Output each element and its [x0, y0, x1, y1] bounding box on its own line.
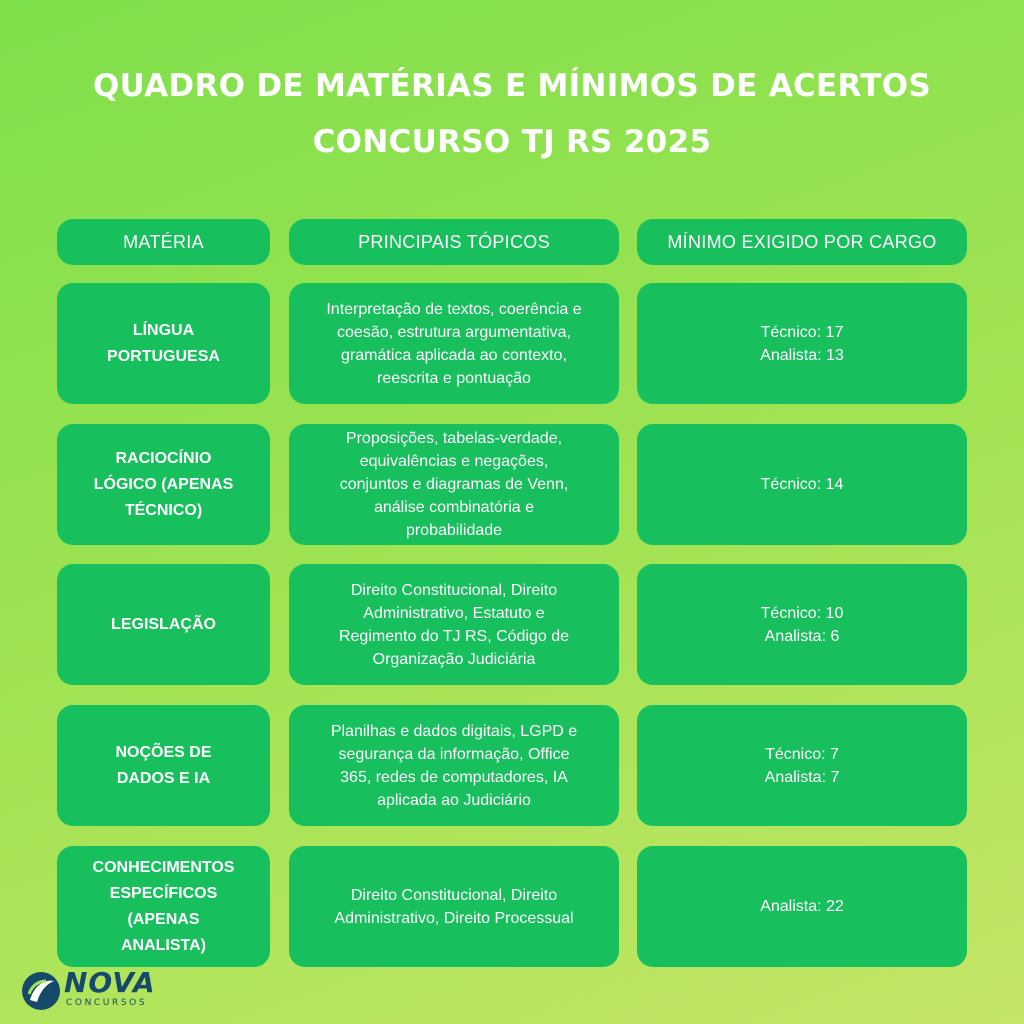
row-2-subject-cell [57, 424, 270, 545]
row-1-topics-cell [289, 283, 619, 404]
subject-line: DADOS E IA [116, 769, 211, 787]
header-topics: PRINCIPAIS TÓPICOS [289, 219, 619, 265]
minimum-line: Analista: 6 [764, 627, 840, 645]
subject-line: ANALISTA) [120, 936, 207, 954]
row-3-subject-cell [57, 564, 270, 685]
brand-logo [20, 968, 170, 1014]
topics-line: análise combinatória e [373, 499, 535, 516]
header-minimum: MÍNIMO EXIGIDO POR CARGO [637, 219, 967, 265]
row-3-topics-cell [289, 564, 619, 685]
minimum-line: Técnico: 14 [760, 476, 844, 493]
topics-line: 365, redes de computadores, IA [340, 768, 568, 786]
subject-line: CONHECIMENTOS [92, 858, 235, 876]
subject-line: LÍNGUA [132, 321, 195, 339]
row-1-minimum-cell [637, 283, 967, 404]
subject-line: ESPECÍFICOS [109, 884, 218, 902]
logo-name: NOVA [64, 966, 156, 999]
subject-line: PORTUGUESA [107, 347, 220, 365]
header-subject: MATÉRIA [57, 219, 270, 265]
subject-line: NOÇÕES DE [115, 743, 212, 761]
title-line-2: CONCURSO TJ RS 2025 [312, 124, 712, 160]
topics-line: conjuntos e diagramas de Venn, [339, 476, 569, 493]
topics-line: equivalências e negações, [359, 453, 549, 470]
row-1-subject-cell [57, 283, 270, 404]
topics-line: Organização Judiciária [372, 650, 536, 668]
row-5-minimum-cell [637, 846, 967, 967]
topics-line: Administrativo, Estatuto e [363, 604, 545, 622]
subject-line: TÉCNICO) [124, 501, 203, 519]
topics-line: aplicada ao Judiciário [377, 791, 531, 809]
topics-line: coesão, estrutura argumentativa, [337, 323, 571, 341]
minimum-line: Técnico: 7 [765, 745, 839, 763]
page-title [0, 58, 1024, 170]
minimum-line: Técnico: 10 [760, 604, 844, 622]
minimum-line: Técnico: 17 [760, 323, 844, 341]
row-5-subject-cell [57, 846, 270, 967]
row-4-subject-cell [57, 705, 270, 826]
minimum-line: Analista: 13 [760, 346, 844, 364]
topics-line: Interpretação de textos, coerência e [326, 300, 582, 318]
row-5-topics-cell [289, 846, 619, 967]
subject-line: (APENAS [127, 910, 200, 928]
topics-line: reescrita e pontuação [377, 369, 531, 387]
title-line-1: QUADRO DE MATÉRIAS E MÍNIMOS DE ACERTOS [92, 68, 932, 104]
topics-line: gramática aplicada ao contexto, [341, 346, 567, 364]
subject-line: LEGISLAÇÃO [111, 615, 216, 633]
topics-line: Direito Constitucional, Direito [350, 886, 558, 904]
row-4-topics-cell [289, 705, 619, 826]
topics-line: Regimento do TJ RS, Código de [338, 627, 570, 645]
row-4-minimum-cell [637, 705, 967, 826]
topics-line: Planilhas e dados digitais, LGPD e [330, 722, 578, 740]
row-2-minimum-cell [637, 424, 967, 545]
logo-subtitle: CONCURSOS [66, 998, 148, 1008]
subject-line: RACIOCÍNIO [115, 449, 212, 467]
minimum-line: Analista: 22 [760, 898, 844, 915]
nova-concursos-logo-icon [20, 970, 62, 1012]
topics-line: Proposições, tabelas-verdade, [345, 430, 563, 447]
minimum-line: Analista: 7 [764, 768, 840, 786]
row-2-topics-cell [289, 424, 619, 545]
topics-line: Direito Constitucional, Direito [350, 581, 558, 599]
topics-line: Administrativo, Direito Processual [334, 909, 574, 927]
row-3-minimum-cell [637, 564, 967, 685]
subject-line: LÓGICO (APENAS [93, 475, 234, 493]
topics-line: segurança da informação, Office [338, 745, 570, 763]
topics-line: probabilidade [405, 522, 503, 539]
